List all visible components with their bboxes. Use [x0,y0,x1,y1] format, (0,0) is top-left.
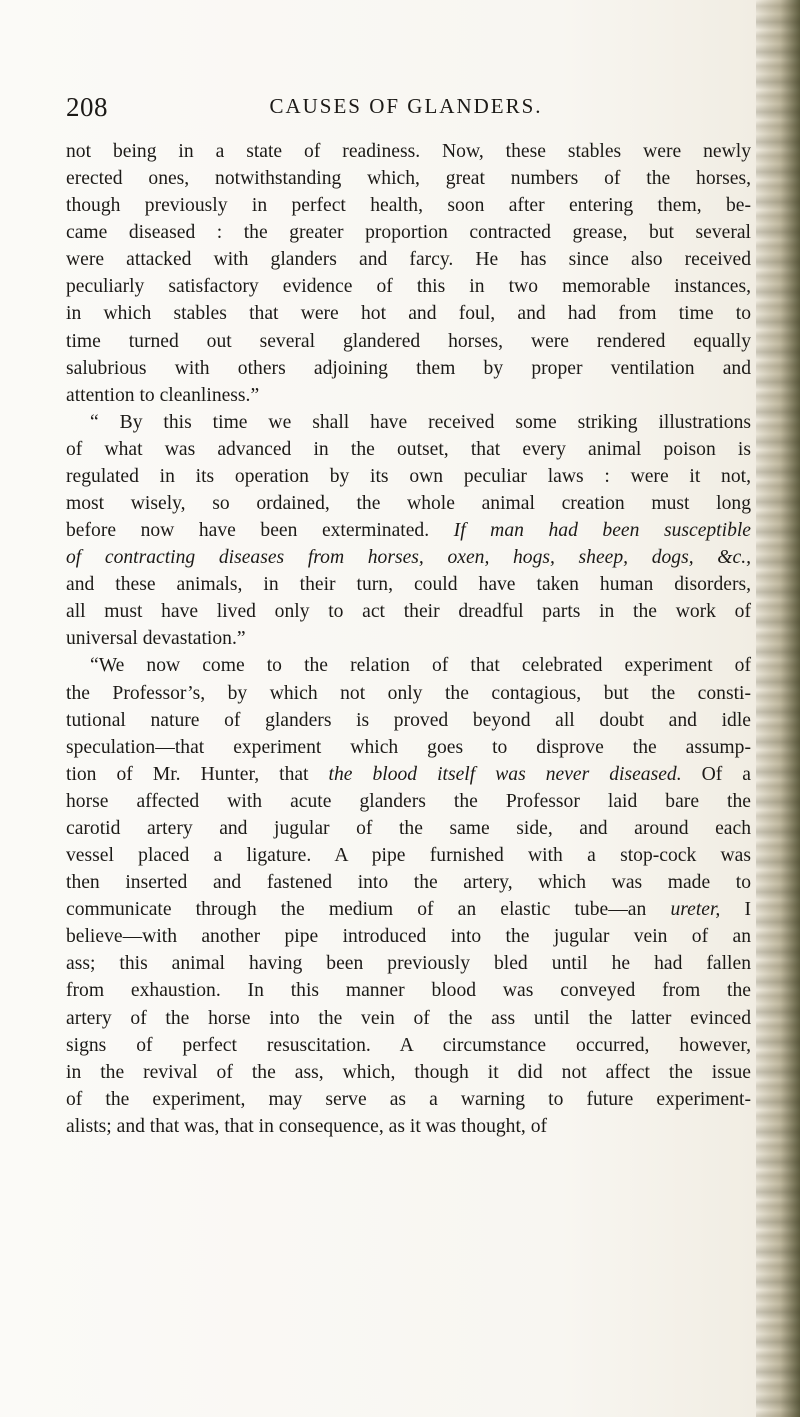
text-segment: before now have been exterminated. [66,520,454,542]
text-line [66,490,751,517]
text-segment: in which stables that were hot and foul, and had from time to [66,303,751,325]
running-head [66,92,746,126]
text-segment: peculiarly satisfactory evidence of this in two memorable instances, [66,276,751,298]
text-segment: in the revival of the ass, which, though it did not affect the issue [66,1061,751,1083]
text-segment: attention to cleanliness.” [66,384,260,406]
text-line [66,544,751,571]
text-segment: communicate through the medium of an elastic tube—an [66,899,671,921]
text-line [66,1086,751,1113]
text-segment: “ By this time we shall have received some striking illustrations [90,411,751,433]
italic-text: If man had been susceptible [453,520,752,542]
text-line [66,761,751,788]
text-line [66,896,751,923]
text-segment: alists; and that was, that in consequence, as it was thought, of [66,1115,548,1137]
text-segment: salubrious with others adjoining them by proper ventilation and [66,357,751,379]
text-segment: believe—with another pipe introduced into the jugular vein of an [66,926,751,948]
italic-text: ureter, [670,899,721,921]
text-segment: vessel placed a ligature. A pipe furnished with a stop-cock was [66,845,751,867]
text-line [66,165,751,192]
body-text [66,138,751,1140]
text-line [66,382,751,409]
text-segment: from exhaustion. In this manner blood was conveyed from the [66,980,751,1002]
text-line [66,1005,751,1032]
text-line [66,869,751,896]
text-segment: and these animals, in their turn, could have taken human disorders, [66,574,751,596]
text-segment: of the experiment, may serve as a warning to future experiment- [66,1088,751,1110]
text-segment: were attacked with glanders and farcy. He has since also received [66,249,751,271]
text-segment: of what was advanced in the outset, that every animal poison is [66,438,751,460]
text-line [66,1059,751,1086]
text-line [66,625,751,652]
text-line [66,680,751,707]
italic-text: the blood itself was never diseased. [328,763,682,785]
text-segment: “We now come to the relation of that celebrated experiment of [90,655,751,677]
text-line [66,219,751,246]
text-line [66,328,751,355]
text-segment: erected ones, notwithstanding which, great numbers of the horses, [66,168,751,190]
text-segment: tutional nature of glanders is proved beyond all doubt and idle [66,709,751,731]
italic-text: of contracting diseases from horses, oxen, hogs, sheep, dogs, &c., [66,547,751,569]
text-segment: carotid artery and jugular of the same side, and around each [66,817,751,839]
text-segment: came diseased : the greater proportion contracted grease, but several [66,222,751,244]
text-line [66,517,751,544]
text-segment: the Professor’s, by which not only the contagious, but the consti- [66,682,751,704]
text-line [66,1032,751,1059]
text-segment: all must have lived only to act their dreadful parts in the work of [66,601,751,623]
text-segment: I [720,899,751,921]
text-line [66,436,751,463]
text-segment: most wisely, so ordained, the whole animal creation must long [66,493,751,515]
text-line [66,788,751,815]
text-segment: time turned out several glandered horses, were rendered equally [66,330,751,352]
text-segment: Of a [681,763,751,785]
text-line [66,1113,751,1140]
text-line [66,977,751,1004]
text-line [66,138,751,165]
page-edge-shadow [756,0,800,1417]
text-segment: then inserted and fastened into the artery, which was made to [66,872,751,894]
text-line [66,707,751,734]
text-segment: artery of the horse into the vein of the ass until the latter evinced [66,1007,751,1029]
text-line [66,652,751,679]
text-segment: regulated in its operation by its own peculiar laws : were it not, [66,465,751,487]
text-segment: not being in a state of readiness. Now, these stables were newly [66,141,751,162]
text-line [66,246,751,273]
text-line [66,571,751,598]
text-line [66,598,751,625]
text-segment: signs of perfect resuscitation. A circumstance occurred, however, [66,1034,751,1056]
text-line [66,734,751,761]
text-segment: universal devastation.” [66,628,246,650]
text-line [66,273,751,300]
page-number: 208 [66,92,108,122]
text-segment: horse affected with acute glanders the Professor laid bare the [66,790,751,812]
text-line [66,842,751,869]
running-title: CAUSES OF GLANDERS. [269,94,543,118]
text-line [66,355,751,382]
text-segment: though previously in perfect health, soon after entering them, be- [66,195,751,217]
text-segment: tion of Mr. Hunter, that [66,763,329,785]
text-line [66,300,751,327]
text-line [66,815,751,842]
text-line [66,463,751,490]
text-segment: speculation—that experiment which goes to disprove the assump- [66,736,751,758]
text-segment: ass; this animal having been previously bled until he had fallen [66,953,751,975]
text-line [66,923,751,950]
text-line [66,192,751,219]
text-line [66,950,751,977]
text-line [66,409,751,436]
